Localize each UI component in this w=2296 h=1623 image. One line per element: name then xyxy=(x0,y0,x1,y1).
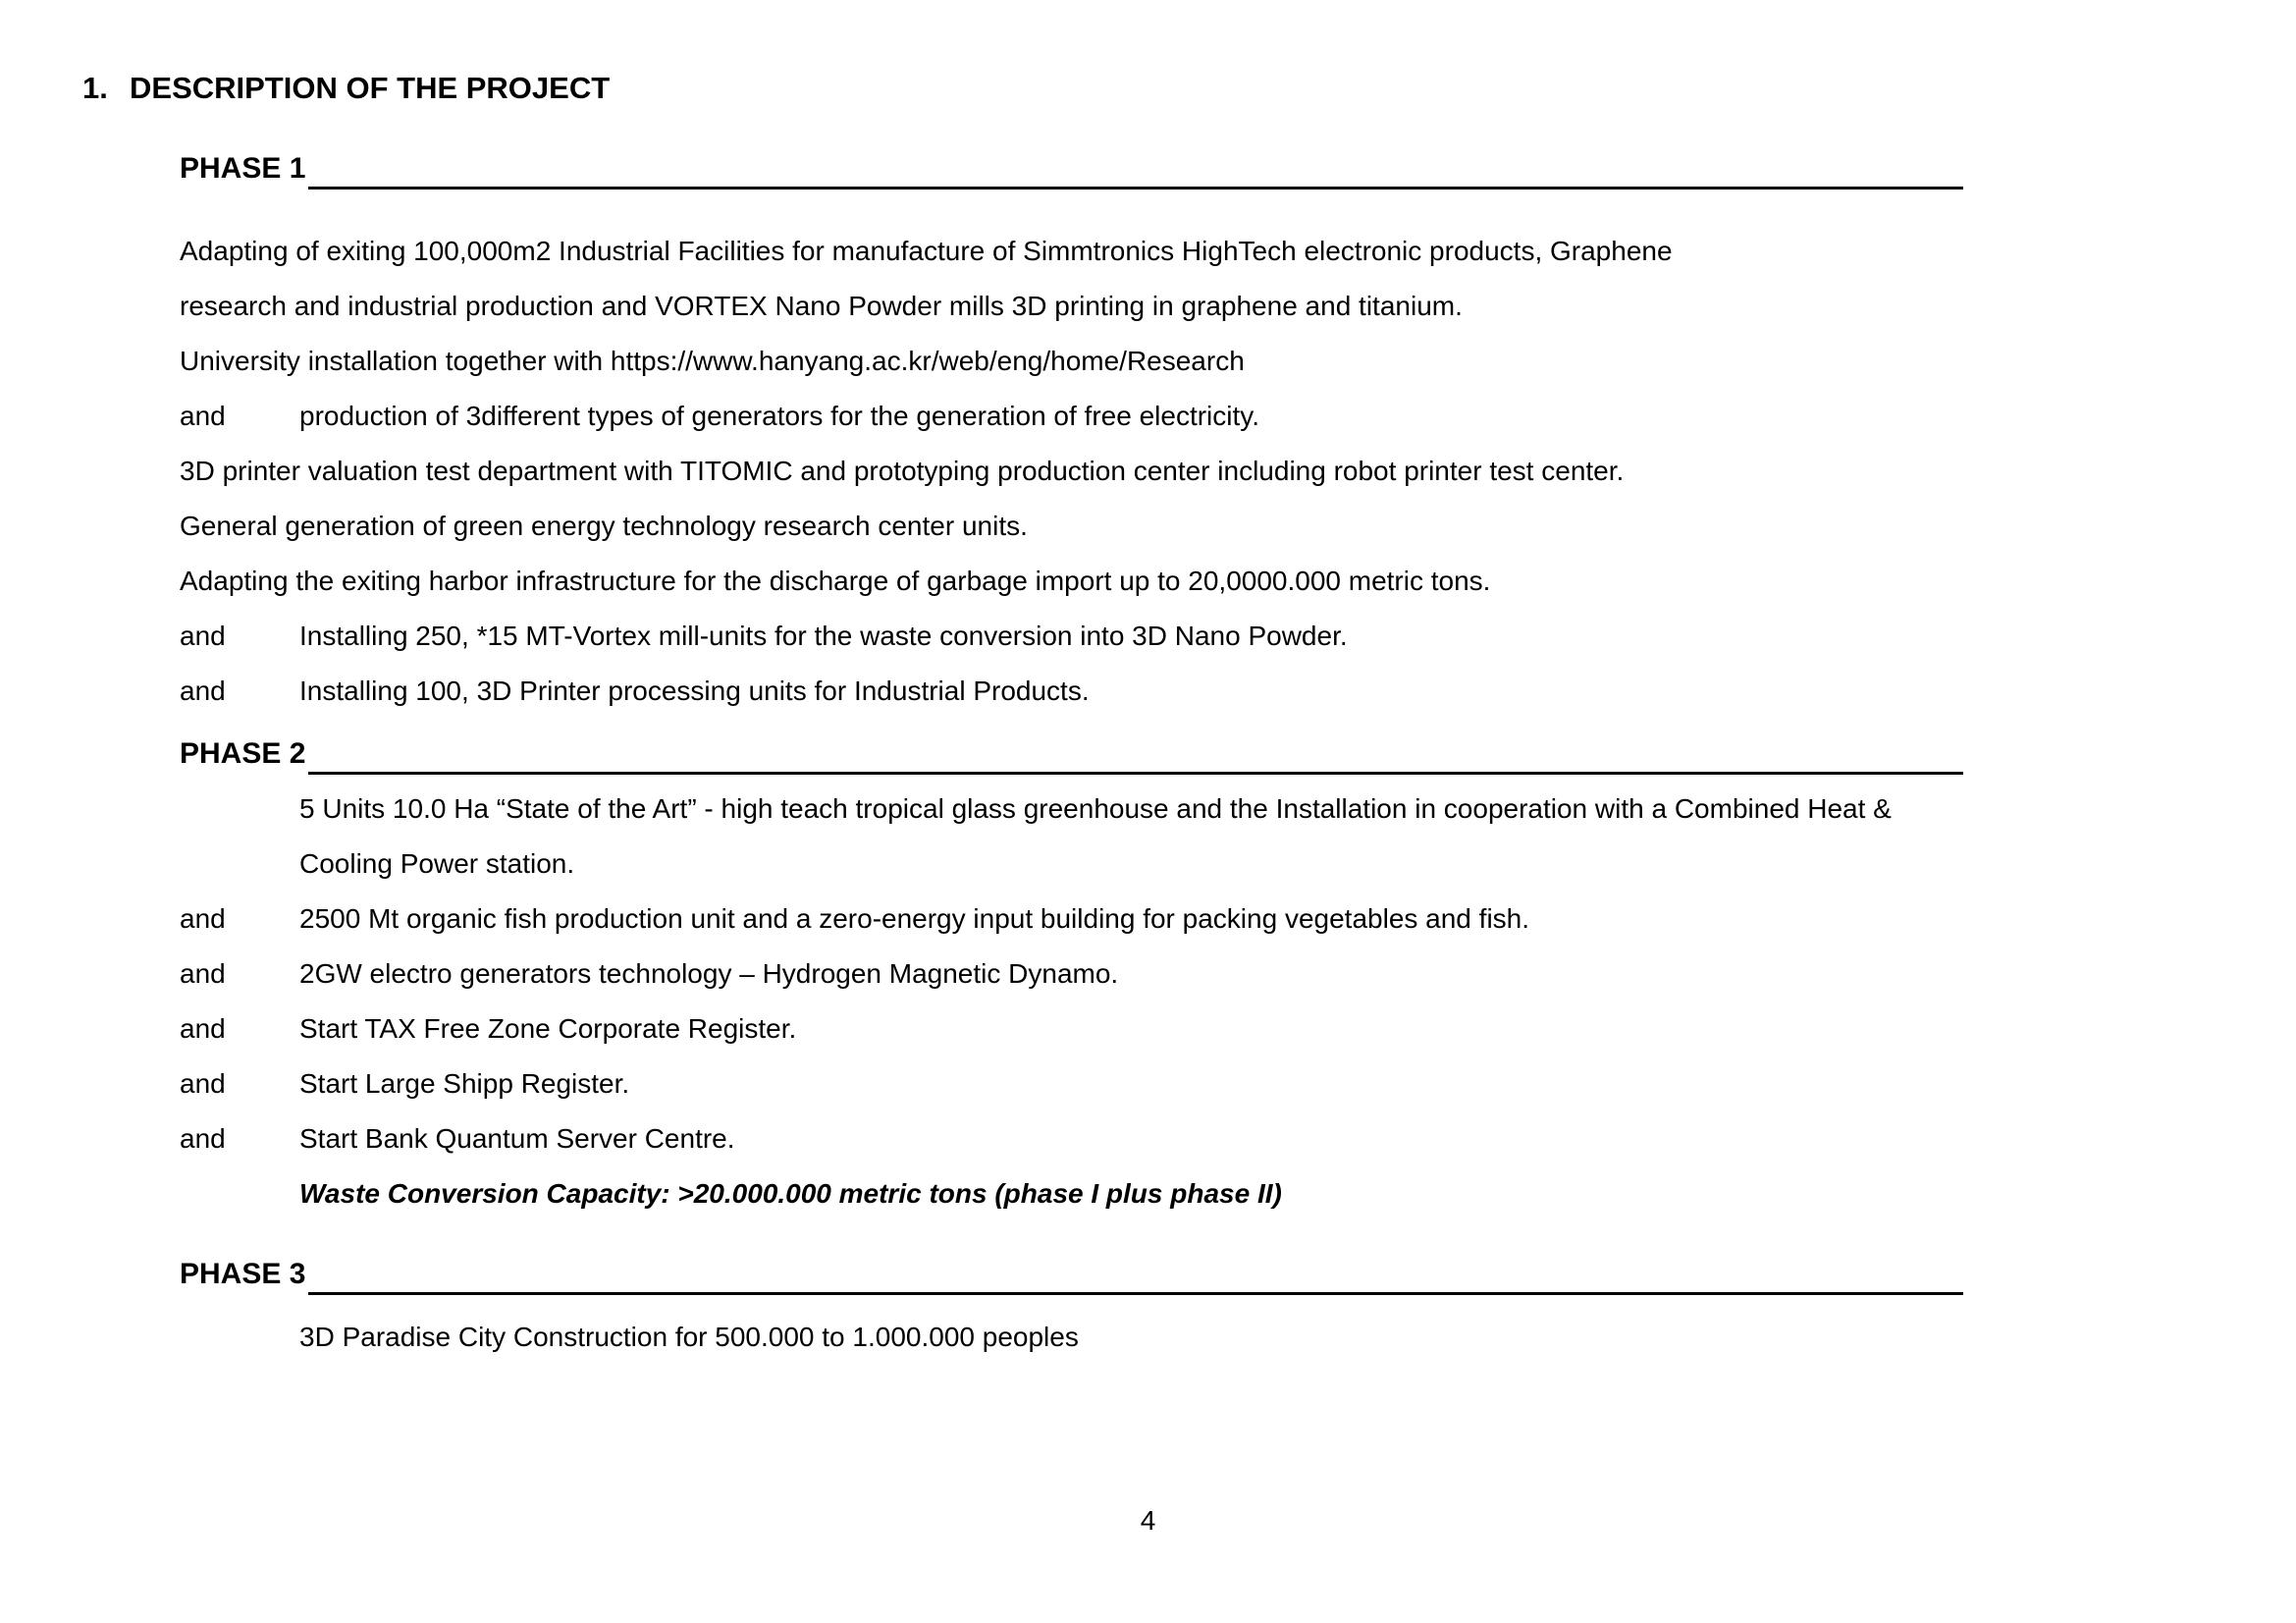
and-label: and xyxy=(180,903,226,934)
text-line xyxy=(180,554,2296,609)
page-number: 4 xyxy=(1140,1505,1156,1536)
phase-2-label: PHASE 2 xyxy=(180,737,306,770)
and-label: and xyxy=(180,676,226,706)
line-text: Installing 100, 3D Printer processing units for Industrial Products. xyxy=(299,676,1090,706)
line-text: General generation of green energy technology research center units. xyxy=(180,511,1028,541)
phase-3-header xyxy=(180,1247,1963,1302)
phase-2-paragraphs xyxy=(180,782,2296,1221)
phase-2-header xyxy=(180,727,1963,782)
heading-title: DESCRIPTION OF THE PROJECT xyxy=(130,71,611,105)
and-item-line xyxy=(180,947,2296,1001)
phase-3-paragraphs xyxy=(180,1310,2296,1365)
phase-3-rule xyxy=(308,1247,1963,1295)
line-text: Adapting the exiting harbor infrastructure for the discharge of garbage import up to 20,0000.000 metric tons. xyxy=(180,566,1491,596)
line-text: Start TAX Free Zone Corporate Register. xyxy=(299,1013,797,1044)
line-text: research and industrial production and VORTEX Nano Powder mills 3D printing in graphene and titanium. xyxy=(180,291,1463,321)
phase-1-header xyxy=(180,141,1963,196)
and-item-line xyxy=(180,1111,2296,1166)
and-item-line xyxy=(180,389,2296,444)
section-heading xyxy=(82,61,2296,116)
line-text: Start Large Shipp Register. xyxy=(299,1068,630,1099)
text-line xyxy=(180,1310,2296,1365)
heading-number: 1. xyxy=(82,71,108,105)
and-label: and xyxy=(180,1068,226,1099)
line-text: 3D printer valuation test department with TITOMIC and prototyping production center including robot printer test center. xyxy=(180,456,1625,486)
phase-1-paragraphs xyxy=(180,224,2296,719)
text-line xyxy=(180,837,2296,892)
phase-1-rule xyxy=(308,141,1963,189)
phase-2-rule xyxy=(308,727,1963,775)
and-label: and xyxy=(180,401,226,431)
line-text: University installation together with xyxy=(180,346,611,376)
and-item-line xyxy=(180,1001,2296,1056)
line-text: production of 3different types of generators for the generation of free electricity. xyxy=(299,401,1259,431)
line-text: Waste Conversion Capacity: >20.000.000 metric tons (phase I plus phase II) xyxy=(299,1178,1282,1209)
phase-3-label: PHASE 3 xyxy=(180,1258,306,1290)
line-text: 3D Paradise City Construction for 500.000 to 1.000.000 peoples xyxy=(299,1322,1079,1352)
and-label: and xyxy=(180,621,226,651)
line-text: 2GW electro generators technology – Hydrogen Magnetic Dynamo. xyxy=(299,958,1119,989)
document-body xyxy=(180,141,2296,1365)
text-line xyxy=(180,499,2296,554)
and-label: and xyxy=(180,958,226,989)
and-item-line xyxy=(180,892,2296,947)
and-item-line xyxy=(180,1056,2296,1111)
line-text: Adapting of exiting 100,000m2 Industrial Facilities for manufacture of Simmtronics HighTech electronic products, Graphene xyxy=(180,236,1673,266)
waste-capacity-line xyxy=(180,1166,2296,1221)
text-line xyxy=(180,444,2296,499)
url-line xyxy=(180,334,2296,389)
and-label: and xyxy=(180,1013,226,1044)
line-text: 2500 Mt organic fish production unit and a zero-energy input building for packing vegetables and fish. xyxy=(299,903,1530,934)
line-text: 5 Units 10.0 Ha “State of the Art” - high teach tropical glass greenhouse and the Installation in cooperation with a Combined Heat & xyxy=(299,793,1892,824)
text-line xyxy=(180,224,2296,279)
and-item-line xyxy=(180,609,2296,664)
phase-1-label: PHASE 1 xyxy=(180,152,306,185)
and-label: and xyxy=(180,1123,226,1154)
line-text: Installing 250, *15 MT-Vortex mill-units for the waste conversion into 3D Nano Powder. xyxy=(299,621,1348,651)
text-line xyxy=(180,279,2296,334)
and-item-line xyxy=(180,664,2296,719)
line-text: Start Bank Quantum Server Centre. xyxy=(299,1123,735,1154)
line-text: Cooling Power station. xyxy=(299,848,575,879)
research-url: https://www.hanyang.ac.kr/web/eng/home/Research xyxy=(610,346,1245,376)
text-line xyxy=(180,782,2296,837)
